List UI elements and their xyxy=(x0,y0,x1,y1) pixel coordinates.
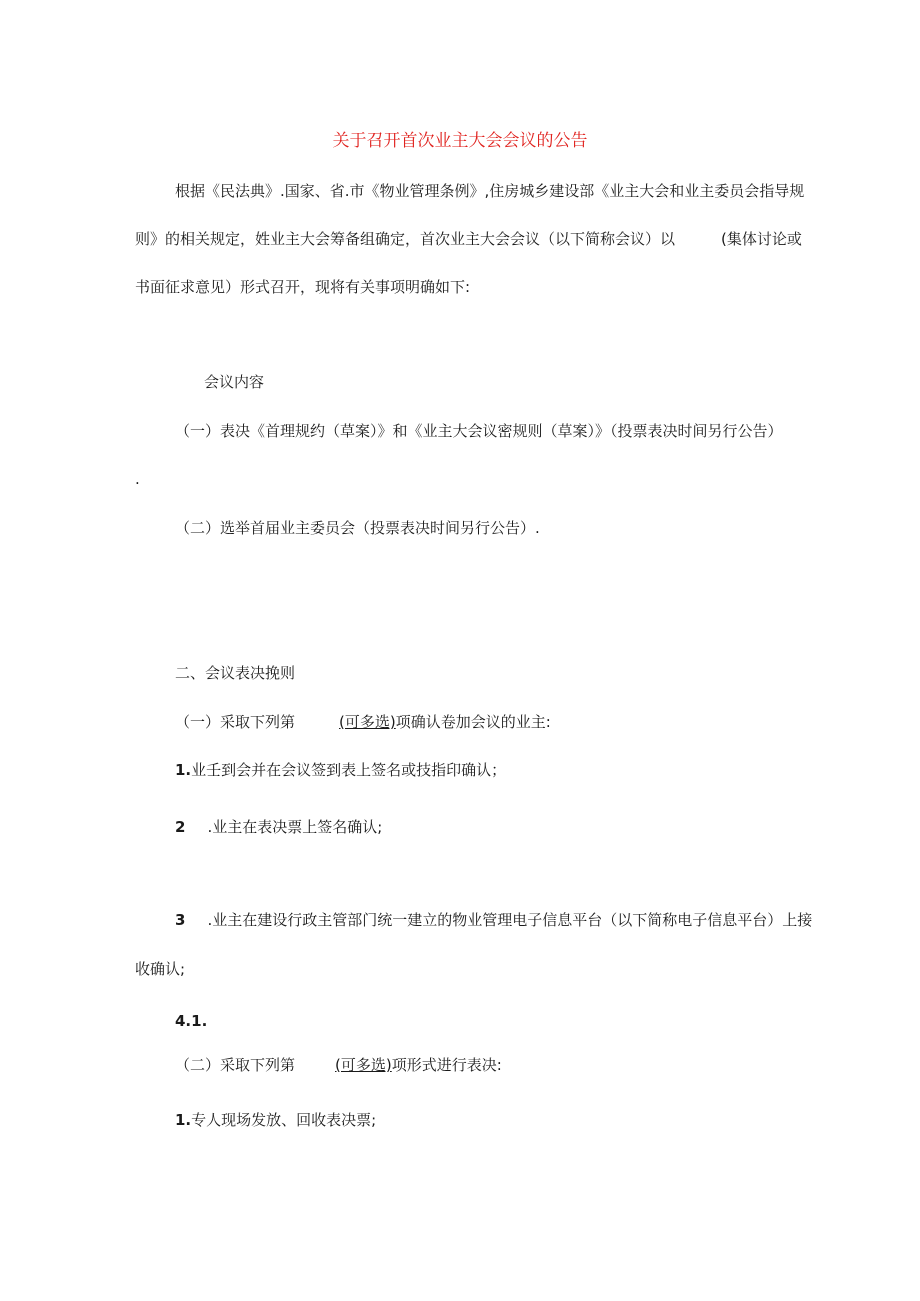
section-1-item-2: （二）选举首届业主委员会（投票表决时间另行公告）. xyxy=(175,519,540,537)
intro-line-1: 根据《民法典》.国家、省.市《物业管理条例》,住房城乡建设部《业主大会和业主委员会指导规 xyxy=(175,182,805,200)
list-item-5-number: 1. xyxy=(175,1111,192,1129)
sub-2-choice: (可多选) xyxy=(335,1056,392,1074)
list-item-2-text: .业主在表决票上签名确认; xyxy=(207,818,383,836)
intro-line-2a: 则》的相关规定，姓业主大会筹备组确定，首次业主大会会议（以下简称会议）以 xyxy=(135,230,676,248)
section-1-item-1-tail: . xyxy=(135,470,140,488)
list-item-1-text: 业壬到会并在会议签到表上签名或技指印确认； xyxy=(191,761,507,779)
page-title: 关于召开首次业主大会会议的公告 xyxy=(332,131,588,151)
sub-1-prefix: （一）采取下列第 xyxy=(175,713,296,731)
list-item-3-number: 3 xyxy=(175,911,186,929)
sub-1-choice: (可多选) xyxy=(339,713,396,731)
section-2-heading: 二、会议表决挽则 xyxy=(175,664,296,682)
list-item-1 xyxy=(175,760,506,780)
sub-1-suffix: 项确认卷加会议的业主: xyxy=(395,713,551,731)
list-item-2-number: 2 xyxy=(175,818,186,836)
list-item-3-continuation: 收确认; xyxy=(135,960,186,978)
list-item-2 xyxy=(175,817,382,837)
section-2-sub-1 xyxy=(175,712,551,732)
intro-line-2b: (集体讨论或 xyxy=(721,230,802,248)
list-item-3-text: .业主在建设行政主管部门统一建立的物业管理电子信息平台（以下简称电子信息平台）上接 xyxy=(207,911,813,929)
section-1-heading: 会议内容 xyxy=(204,373,265,391)
sub-2-prefix: （二）采取下列第 xyxy=(175,1056,296,1074)
list-item-4: 4.1. xyxy=(175,1012,208,1030)
intro-line-2 xyxy=(135,229,802,249)
list-item-3 xyxy=(175,910,812,930)
sub-2-suffix: 项形式进行表决: xyxy=(391,1056,502,1074)
section-1-item-1: （一）表决《首理规约（草案）》和《业主大会议密规则（草案）》（投票表决时间另行公告） xyxy=(175,422,783,440)
list-item-5 xyxy=(175,1110,376,1130)
list-item-1-number: 1. xyxy=(175,761,192,779)
intro-line-3: 书面征求意见）形式召开，现将有关事项明确如下: xyxy=(135,278,471,296)
list-item-5-text: 专人现场发放、回收表决票; xyxy=(191,1111,377,1129)
section-2-sub-2 xyxy=(175,1055,502,1075)
